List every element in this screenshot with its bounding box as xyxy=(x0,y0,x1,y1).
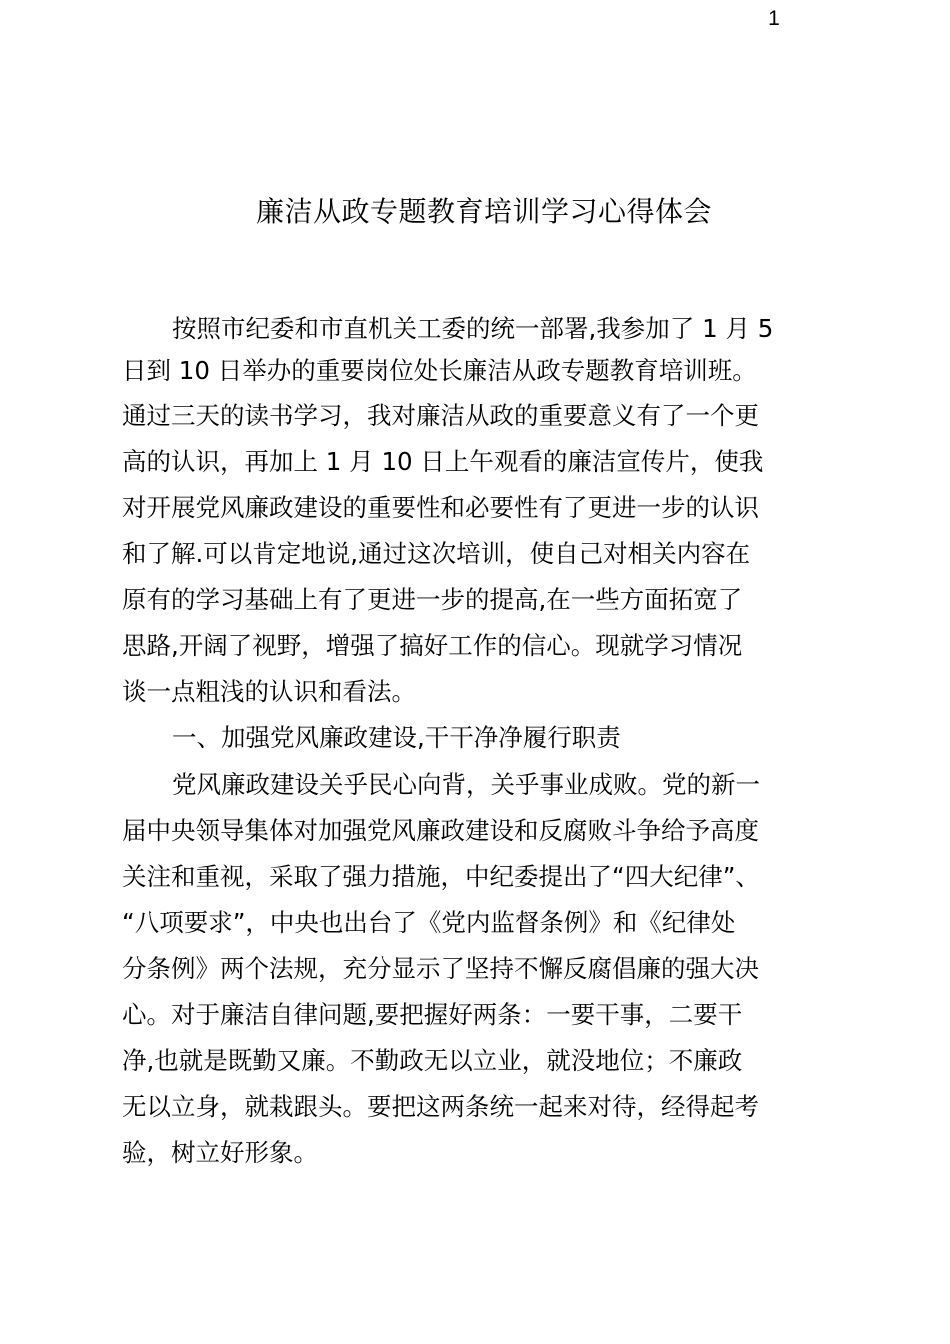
paragraph-1-line-9: 谈一点粗浅的认识和看法。 xyxy=(122,677,416,706)
document-title: 廉洁从政专题教育培训学习心得体会 xyxy=(255,195,712,228)
paragraph-2-line-8: 无以立身，就栽跟头。要把这两条统一起来对待，经得起考 xyxy=(122,1092,759,1121)
paragraph-1-line-1: 按照市纪委和市直机关工委的统一部署,我参加了 1 月 5 xyxy=(172,314,774,343)
paragraph-2-line-9: 验，树立好形象。 xyxy=(122,1138,318,1167)
paragraph-1-line-4: 高的认识，再加上 1 月 10 日上午观看的廉洁宣传片，使我 xyxy=(122,447,764,476)
paragraph-2-line-7: 净,也就是既勤又廉。不勤政无以立业，就没地位；不廉政 xyxy=(122,1046,743,1075)
paragraph-1-line-3: 通过三天的读书学习，我对廉洁从政的重要意义有了一个更 xyxy=(122,401,759,430)
paragraph-2-line-1: 党风廉政建设关乎民心向背，关乎事业成败。党的新一 xyxy=(172,770,760,799)
page-number: 1 xyxy=(768,7,780,30)
paragraph-2-line-4: “八项要求”，中央也出台了《党内监督条例》和《纪律处 xyxy=(122,908,736,937)
paragraph-2-line-3: 关注和重视，采取了强力措施，中纪委提出了“四大纪律”、 xyxy=(122,862,760,891)
paragraph-1-line-6: 和了解.可以肯定地说,通过这次培训，使自己对相关内容在 xyxy=(122,539,751,568)
paragraph-1-line-5: 对开展党风廉政建设的重要性和必要性有了更进一步的认识 xyxy=(122,493,759,522)
paragraph-1-line-7: 原有的学习基础上有了更进一步的提高,在一些方面拓宽了 xyxy=(122,585,743,614)
paragraph-1-line-2: 日到 10 日举办的重要岗位处长廉洁从政专题教育培训班。 xyxy=(122,356,757,385)
paragraph-2-line-5: 分条例》两个法规，充分显示了坚持不懈反腐倡廉的强大决 xyxy=(122,954,759,983)
section-heading-1: 一、加强党风廉政建设,干干净净履行职责 xyxy=(172,723,621,752)
paragraph-1-line-8: 思路,开阔了视野，增强了搞好工作的信心。现就学习情况 xyxy=(122,631,743,660)
paragraph-2-line-2: 届中央领导集体对加强党风廉政建设和反腐败斗争给予高度 xyxy=(122,816,759,845)
paragraph-2-line-6: 心。对于廉洁自律问题,要把握好两条：一要干事，二要干 xyxy=(122,1000,743,1029)
